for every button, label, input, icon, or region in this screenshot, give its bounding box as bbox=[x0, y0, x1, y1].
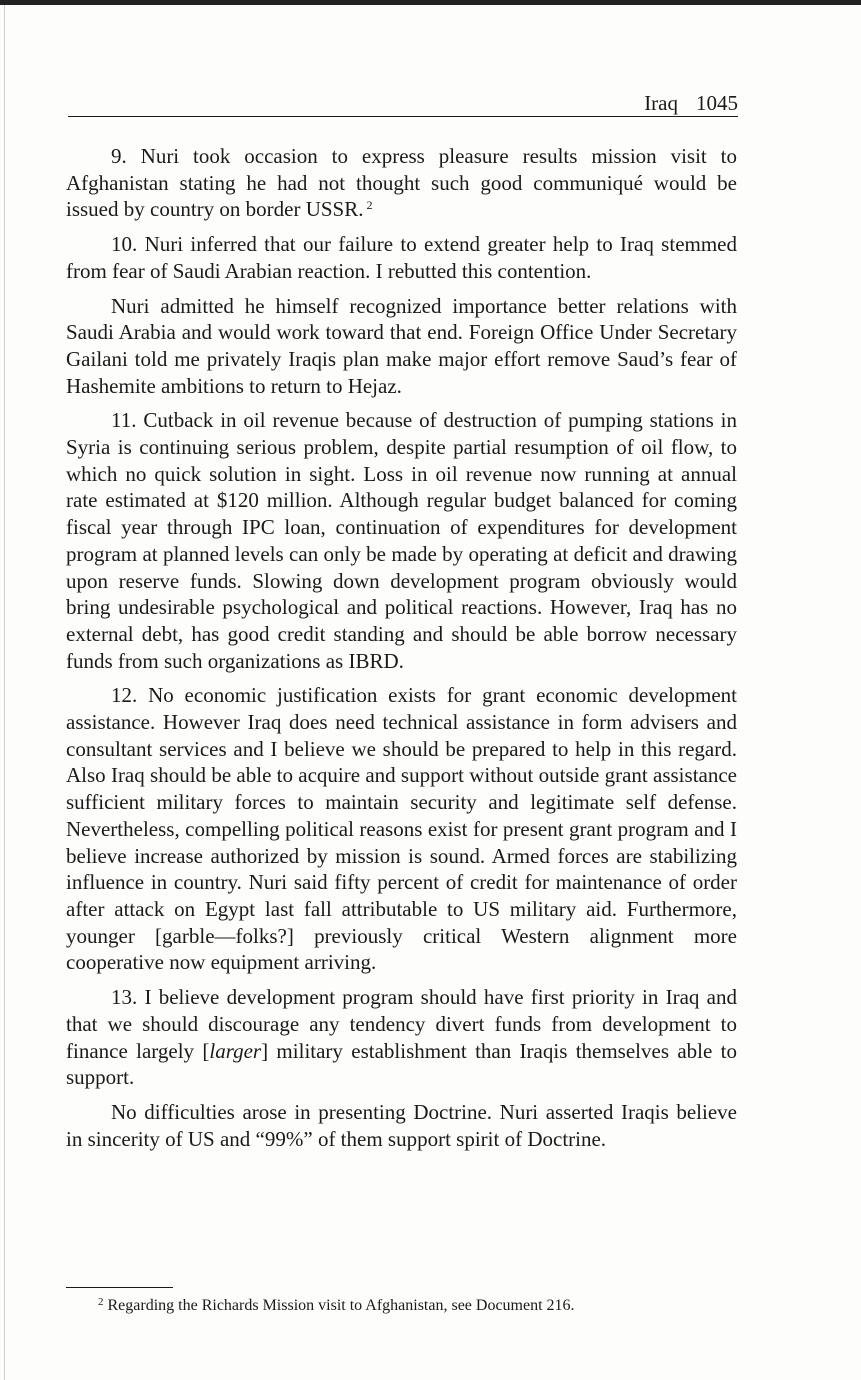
paragraph-doctrine: No difficulties arose in presenting Doctrine. Nuri asserted Iraqis believe in sincerity of US and “99%” of them support spirit of Doctrine. bbox=[66, 1099, 737, 1151]
page-left-edge bbox=[4, 5, 5, 1380]
paragraph-13-text-end: ] military establishment than Iraqis themselves able to support. bbox=[66, 1038, 737, 1090]
paragraph-9-text: 9. Nuri took occasion to express pleasure results mission visit to Afghanistan stating he had not thought such good communiqué would be issued by country on border USSR. bbox=[66, 144, 737, 222]
page-number: 1045 bbox=[696, 91, 738, 115]
paragraph-12: 12. No economic justification exists for grant economic development assistance. However Iraq does need technical assistance in form advisers and consultant services and I believe we should be prepared to help in this regard. Also Iraq should be able to acquire and support without outside grant assistance sufficient military forces to maintain security and legitimate self defense. Nevertheless, compelling political reasons exist for present grant program and I believe increase authorized by mission is sound. Armed forces are stabilizing influence in country. Nuri said fifty percent of credit for maintenance of order after attack on Egypt last fall attributable to US military aid. Furthermore, younger [garble—folks?] previously critical Western alignment more cooperative now equipment arriving. bbox=[66, 683, 737, 975]
footnote bbox=[98, 1295, 575, 1317]
paragraph-11: 11. Cutback in oil revenue because of destruction of pumping stations in Syria is continuing serious problem, despite partial resumption of oil flow, to which no quick solution in sight. Loss in oil revenue now running at annual rate estimated at $120 million. Although regular budget balanced for coming fiscal year through IPC loan, continuation of expenditures for development program at planned levels can only be made by operating at deficit and drawing upon reserve funds. Slowing down development program obviously would bring undesirable psychological and political reactions. However, Iraq has no external debt, has good credit standing and should be able borrow necessary funds from such organizations as IBRD. bbox=[66, 408, 737, 673]
footnote-number: 2 bbox=[98, 1296, 104, 1308]
running-header-title: Iraq bbox=[644, 91, 678, 115]
body-text bbox=[66, 143, 737, 1160]
footnote-text: Regarding the Richards Mission visit to Afghanistan, see Document 216. bbox=[107, 1297, 575, 1314]
footnote-divider bbox=[66, 1287, 173, 1288]
paragraph-13-italic-correction: larger bbox=[209, 1038, 262, 1063]
footnote-reference: 2 bbox=[366, 198, 373, 213]
paragraph-saudi-relations: Nuri admitted he himself recognized importance better relations with Saudi Arabia and would work toward that end. Foreign Office Under Secretary Gailani told me privately Iraqis plan make major effort remove Saud’s fear of Hashemite ambitions to return to Hejaz. bbox=[66, 293, 737, 398]
paragraph-10: 10. Nuri inferred that our failure to extend greater help to Iraq stemmed from fear of Saudi Arabian reaction. I rebutted this contention. bbox=[66, 232, 737, 283]
paragraph-9 bbox=[66, 143, 737, 223]
paragraph-13-text-start: 13. I believe development program should have first priority in Iraq and that we should discourage any tendency divert funds from development to finance largely [ bbox=[66, 985, 737, 1063]
page-top-edge bbox=[0, 0, 861, 5]
paragraph-13 bbox=[66, 984, 737, 1091]
running-header bbox=[68, 90, 738, 117]
